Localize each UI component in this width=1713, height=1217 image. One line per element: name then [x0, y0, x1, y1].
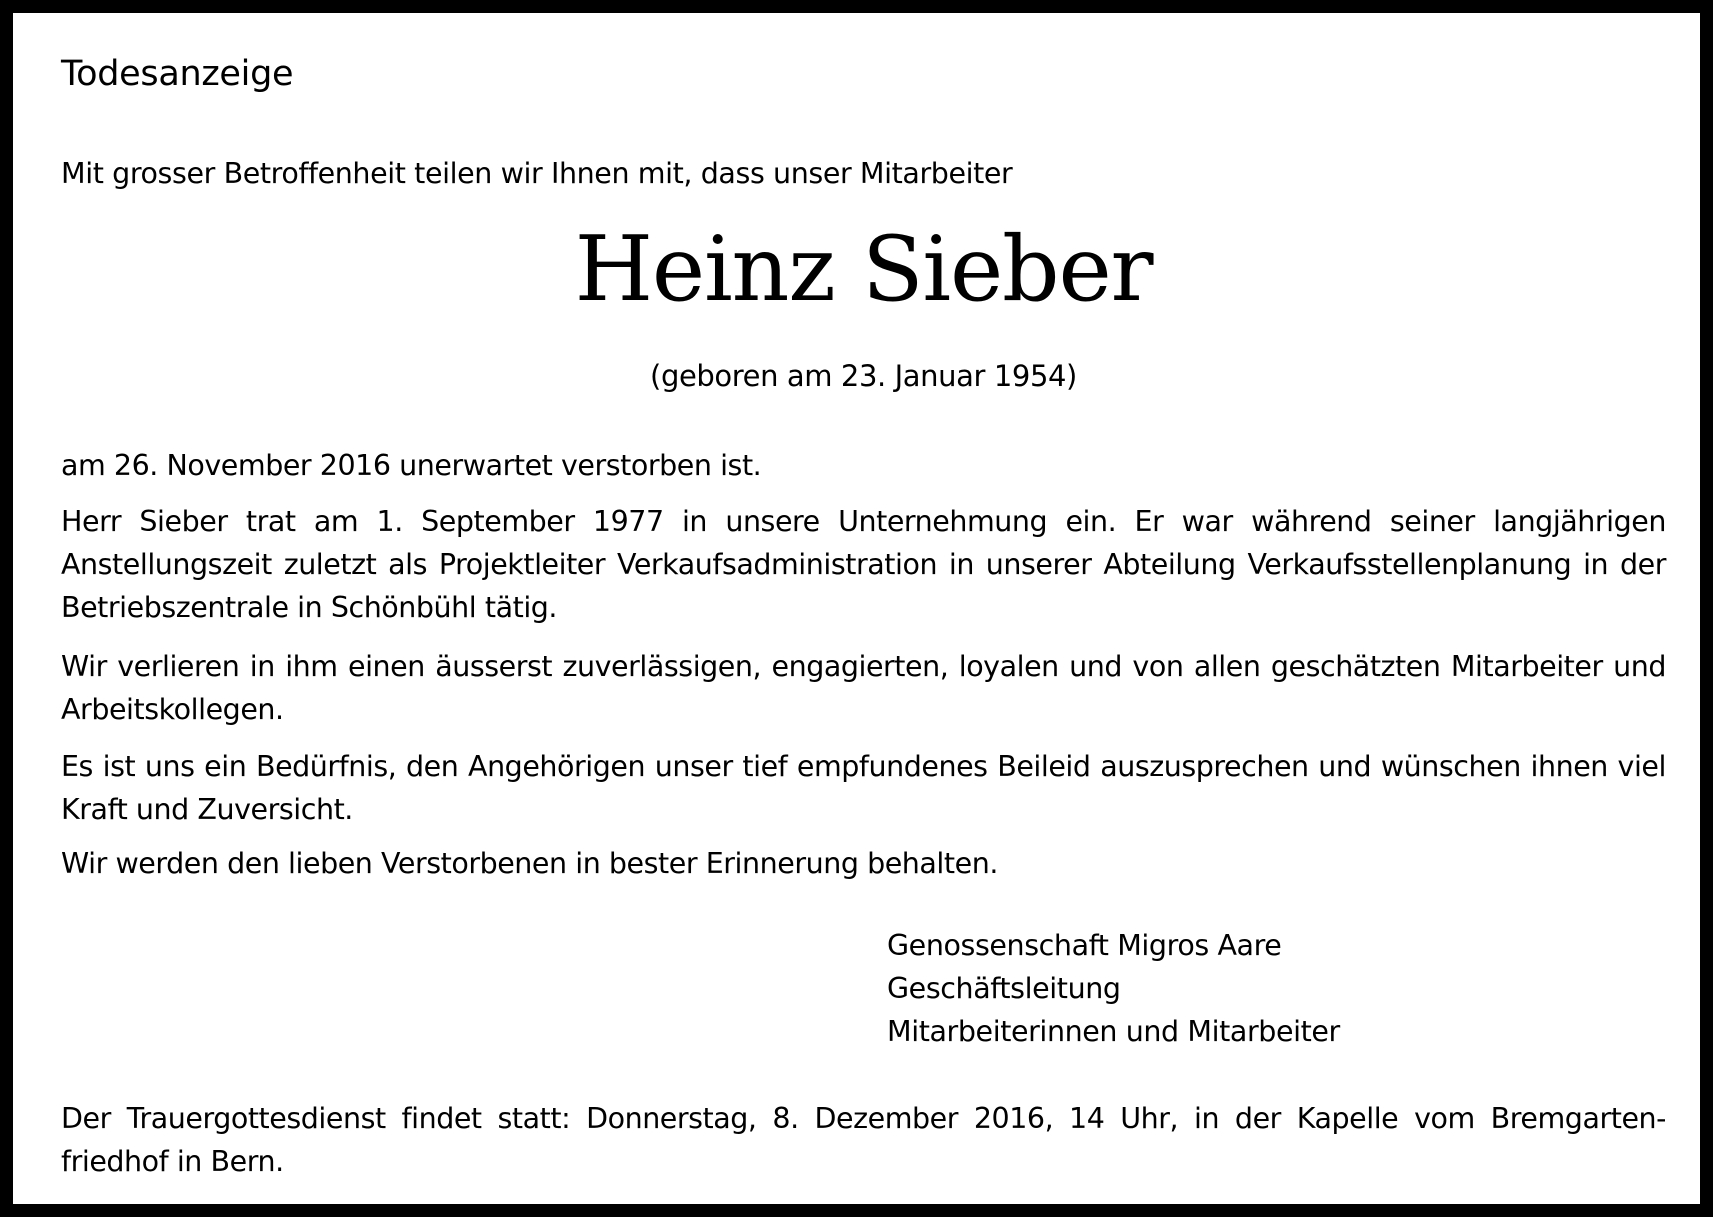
signature-line-management: Geschäftsleitung [887, 972, 1121, 1005]
signature-block [887, 924, 1340, 1053]
signature-line-staff: Mitarbeiterinnen und Mitarbeiter [887, 1015, 1340, 1048]
paragraph-career: Herr Sieber trat am 1. September 1977 in unsere Unternehmung ein. Er war während seiner langjährigen Anstellungszeit zuletzt als Projektleiter Verkaufsadministration in unserer Abteilung Verkaufsstellenplanung in der Betriebszentrale in Schönbühl tätig. [61, 505, 1666, 624]
signature-line-company: Genossenschaft Migros Aare [887, 929, 1282, 962]
birth-date: (geboren am 23. Januar 1954) [650, 359, 1077, 393]
intro-text: Mit grosser Betroffenheit teilen wir Ihnen mit, dass unser Mitarbeiter [61, 157, 1013, 190]
deceased-name: Heinz Sieber [574, 217, 1153, 322]
paragraph-condolences: Es ist uns ein Bedürfnis, den Angehörigen unser tief empfundenes Beileid auszusprechen und wünschen ihnen viel Kraft und Zuversicht. [61, 750, 1666, 826]
notice-heading: Todesanzeige [61, 54, 294, 94]
paragraph-remembrance: Wir werden den lieben Verstorbenen in bester Erinnerung behalten. [61, 847, 998, 880]
funeral-service-info: Der Trauergottesdienst findet statt: Donnerstag, 8. Dezember 2016, 14 Uhr, in der Kapelle vom Bremgarten-friedhof in Bern. [61, 1102, 1666, 1178]
paragraph-death-date: am 26. November 2016 unerwartet verstorben ist. [61, 449, 762, 482]
paragraph-tribute: Wir verlieren in ihm einen äusserst zuverlässigen, engagierten, loyalen und von allen geschätzten Mitarbeiter und Arbeitskollegen. [61, 650, 1666, 726]
